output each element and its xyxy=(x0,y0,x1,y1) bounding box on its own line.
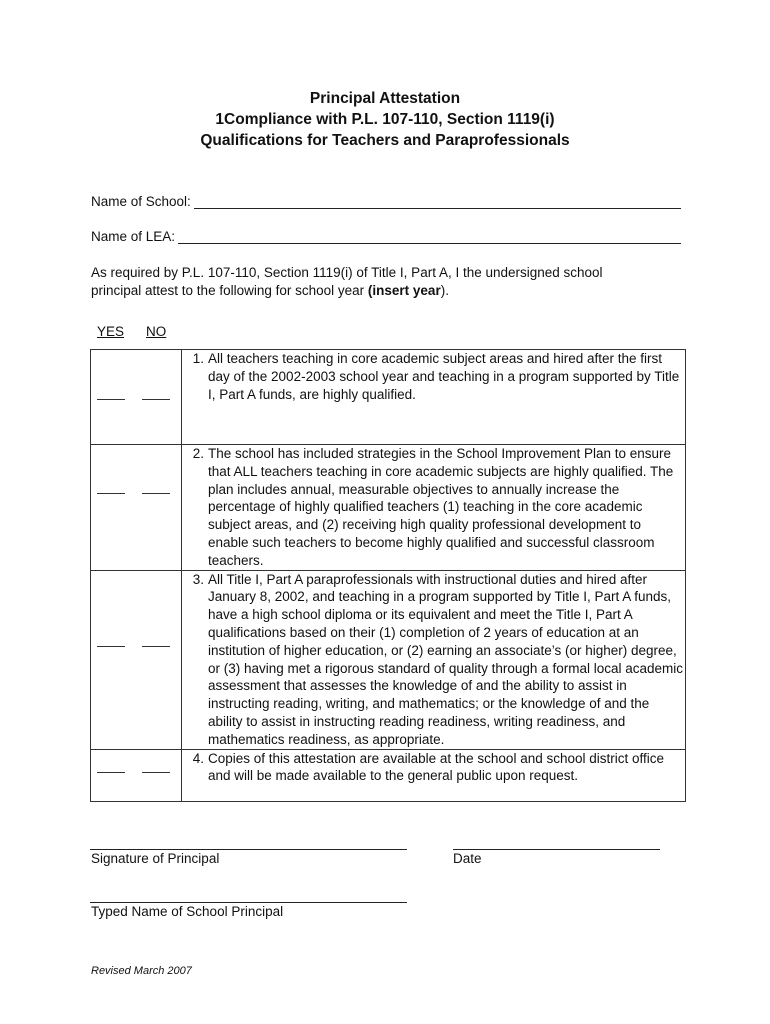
typed-name-line[interactable] xyxy=(90,901,407,903)
statement-text: All Title I, Part A paraprofessionals with instructional duties and hired after January 8, 2002, and teaching in a program supported by Title I, Part A funds, have a high school diploma or its equivalent and meet the Title I, Part A qualifications based on their (1) completion of 2 years of education at an institution of higher education, or (2) earning an associate’s (or higher) degree, or (3) having met a rigorous standard of quality through a formal local academic assessment that assesses the knowledge of and the ability to assist in instructing reading, writing, and mathematics; or the knowledge of and the ability to assist in instructing reading readiness, writing readiness, and mathematics readiness, as appropriate. xyxy=(208,571,683,747)
no-blank-2[interactable] xyxy=(142,493,170,494)
statement-number: 1. xyxy=(192,351,204,366)
form-subtitle-compliance: 1Compliance with P.L. 107-110, Section 1119(i) xyxy=(215,111,555,128)
intro-text-end: ). xyxy=(440,283,449,298)
school-name-field xyxy=(91,194,681,209)
statement-number: 3. xyxy=(192,571,204,587)
typed-name-label: Typed Name of School Principal xyxy=(91,904,284,919)
no-blank-3[interactable] xyxy=(142,646,170,647)
yes-blank-3[interactable] xyxy=(97,646,125,647)
checkbox-cell xyxy=(91,570,182,749)
statement-text: All teachers teaching in core academic subject areas and hired after the first day of the 2002-2003 school year and teaching in a program supported by Title I, Part A funds, are highly qualified. xyxy=(208,351,680,402)
no-column-header: NO xyxy=(146,324,167,339)
school-name-blank[interactable] xyxy=(194,196,681,209)
no-blank-1[interactable] xyxy=(142,399,170,400)
form-title: Principal Attestation xyxy=(309,90,461,107)
attestation-row-3 xyxy=(91,570,686,749)
statement-cell xyxy=(182,749,686,801)
yes-column-header: YES xyxy=(97,324,125,339)
intro-text: As required by P.L. 107-110, Section 1119(i) of Title I, Part A, I the undersigned school principal attest to the following for school year xyxy=(91,265,603,298)
intro-paragraph xyxy=(91,264,651,300)
yes-blank-2[interactable] xyxy=(97,493,125,494)
lea-name-label: Name of LEA: xyxy=(91,229,176,244)
lea-name-field xyxy=(91,229,681,244)
checkbox-cell xyxy=(91,350,182,445)
checkbox-cell xyxy=(91,445,182,571)
attestation-row-4 xyxy=(91,749,686,801)
checkbox-cell xyxy=(91,749,182,801)
insert-year-placeholder: (insert year xyxy=(367,283,441,298)
statement-text: Copies of this attestation are available at the school and school district office and will be made available to the general public upon request. xyxy=(208,750,665,784)
no-blank-4[interactable] xyxy=(142,772,170,773)
date-line[interactable] xyxy=(453,848,660,850)
statement-cell xyxy=(182,350,686,445)
statement-cell xyxy=(182,570,686,749)
lea-name-blank[interactable] xyxy=(178,231,681,244)
statement-number: 2. xyxy=(192,446,204,461)
statement-number: 4. xyxy=(192,750,204,766)
principal-signature-line[interactable] xyxy=(90,848,407,850)
attestation-row-1 xyxy=(91,350,686,445)
attestation-table xyxy=(90,349,686,802)
school-name-label: Name of School: xyxy=(91,194,191,209)
attestation-row-2 xyxy=(91,445,686,571)
statement-cell xyxy=(182,445,686,571)
statement-text: The school has included strategies in the School Improvement Plan to ensure that ALL teachers teaching in core academic subjects are highly qualified. The plan includes annual, measurable objectives to annually increase the percentage of highly qualified teachers (1) teaching in the core academic subject areas, and (2) receiving high quality professional development to enable such teachers to become highly qualified and successful classroom teachers. xyxy=(208,446,674,568)
principal-signature-label: Signature of Principal xyxy=(91,851,220,866)
yes-blank-4[interactable] xyxy=(97,772,125,773)
date-label: Date xyxy=(453,851,482,866)
form-subtitle-qualifications: Qualifications for Teachers and Paraprofessionals xyxy=(200,132,570,149)
revision-note: Revised March 2007 xyxy=(91,965,192,977)
yes-blank-1[interactable] xyxy=(97,399,125,400)
